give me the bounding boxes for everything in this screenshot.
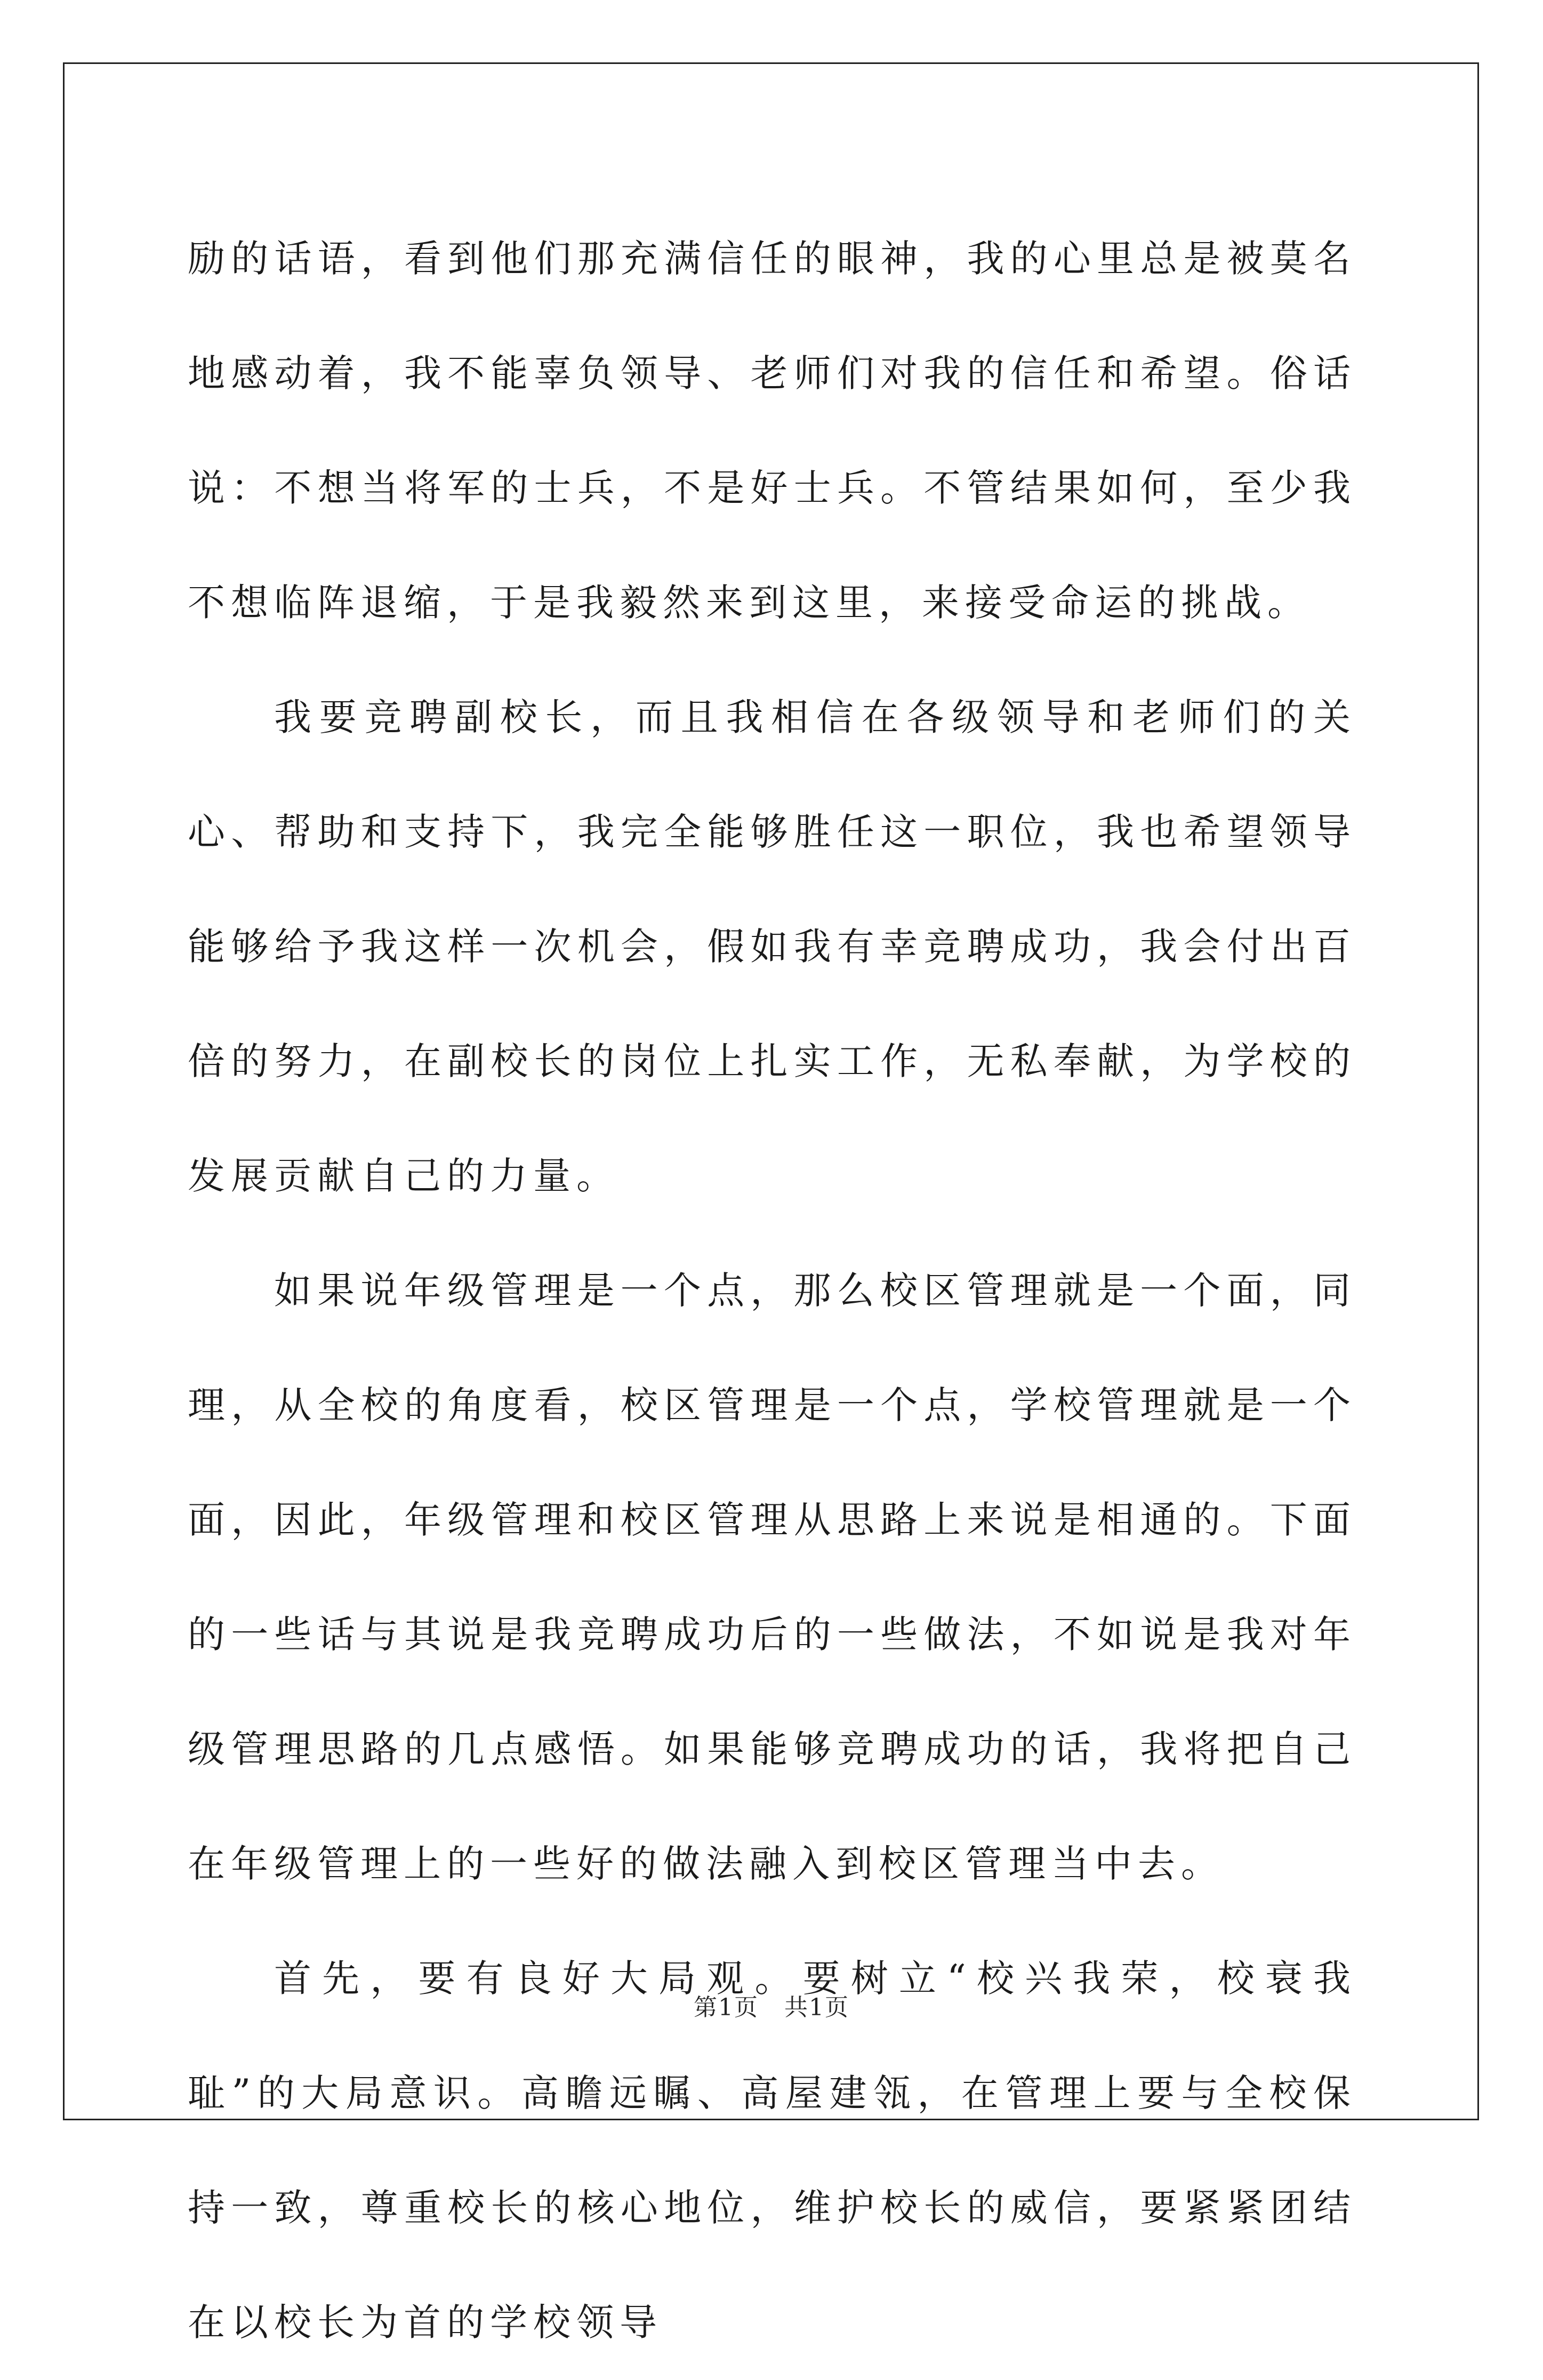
document-body xyxy=(188,202,1356,2380)
paragraph-1: 励的话语，看到他们那充满信任的眼神，我的心里总是被莫名地感动着，我不能辜负领导、老师们对我的信任和希望。俗话说：不想当将军的士兵，不是好士兵。不管结果如何，至少我不想临阵退缩，于是我毅然来到这里，来接受命运的挑战。 xyxy=(188,237,1356,624)
paragraph-4: 首先，要有良好大局观。要树立“校兴我荣，校衰我耻”的大局意识。高瞻远瞩、高屋建瓴，在管理上要与全校保持一致，尊重校长的核心地位，维护校长的威信，要紧紧团结在以校长为首的学校领导 xyxy=(188,1957,1356,2344)
paragraph-3: 如果说年级管理是一个点，那么校区管理就是一个面，同理，从全校的角度看，校区管理是一个点，学校管理就是一个面，因此，年级管理和校区管理从思路上来说是相通的。下面的一些话与其说是我竞聘成功后的一些做法，不如说是我对年级管理思路的几点感悟。如果能够竞聘成功的话，我将把自己在年级管理上的一些好的做法融入到校区管理当中去。 xyxy=(188,1269,1356,1886)
paragraph-2: 我要竞聘副校长，而且我相信在各级领导和老师们的关心、帮助和支持下，我完全能够胜任这一职位，我也希望领导能够给予我这样一次机会，假如我有幸竞聘成功，我会付出百倍的努力，在副校长的岗位上扎实工作，无私奉献，为学校的发展贡献自己的力量。 xyxy=(188,695,1356,1198)
page-footer: 第1页 共1页 xyxy=(694,1994,849,2021)
